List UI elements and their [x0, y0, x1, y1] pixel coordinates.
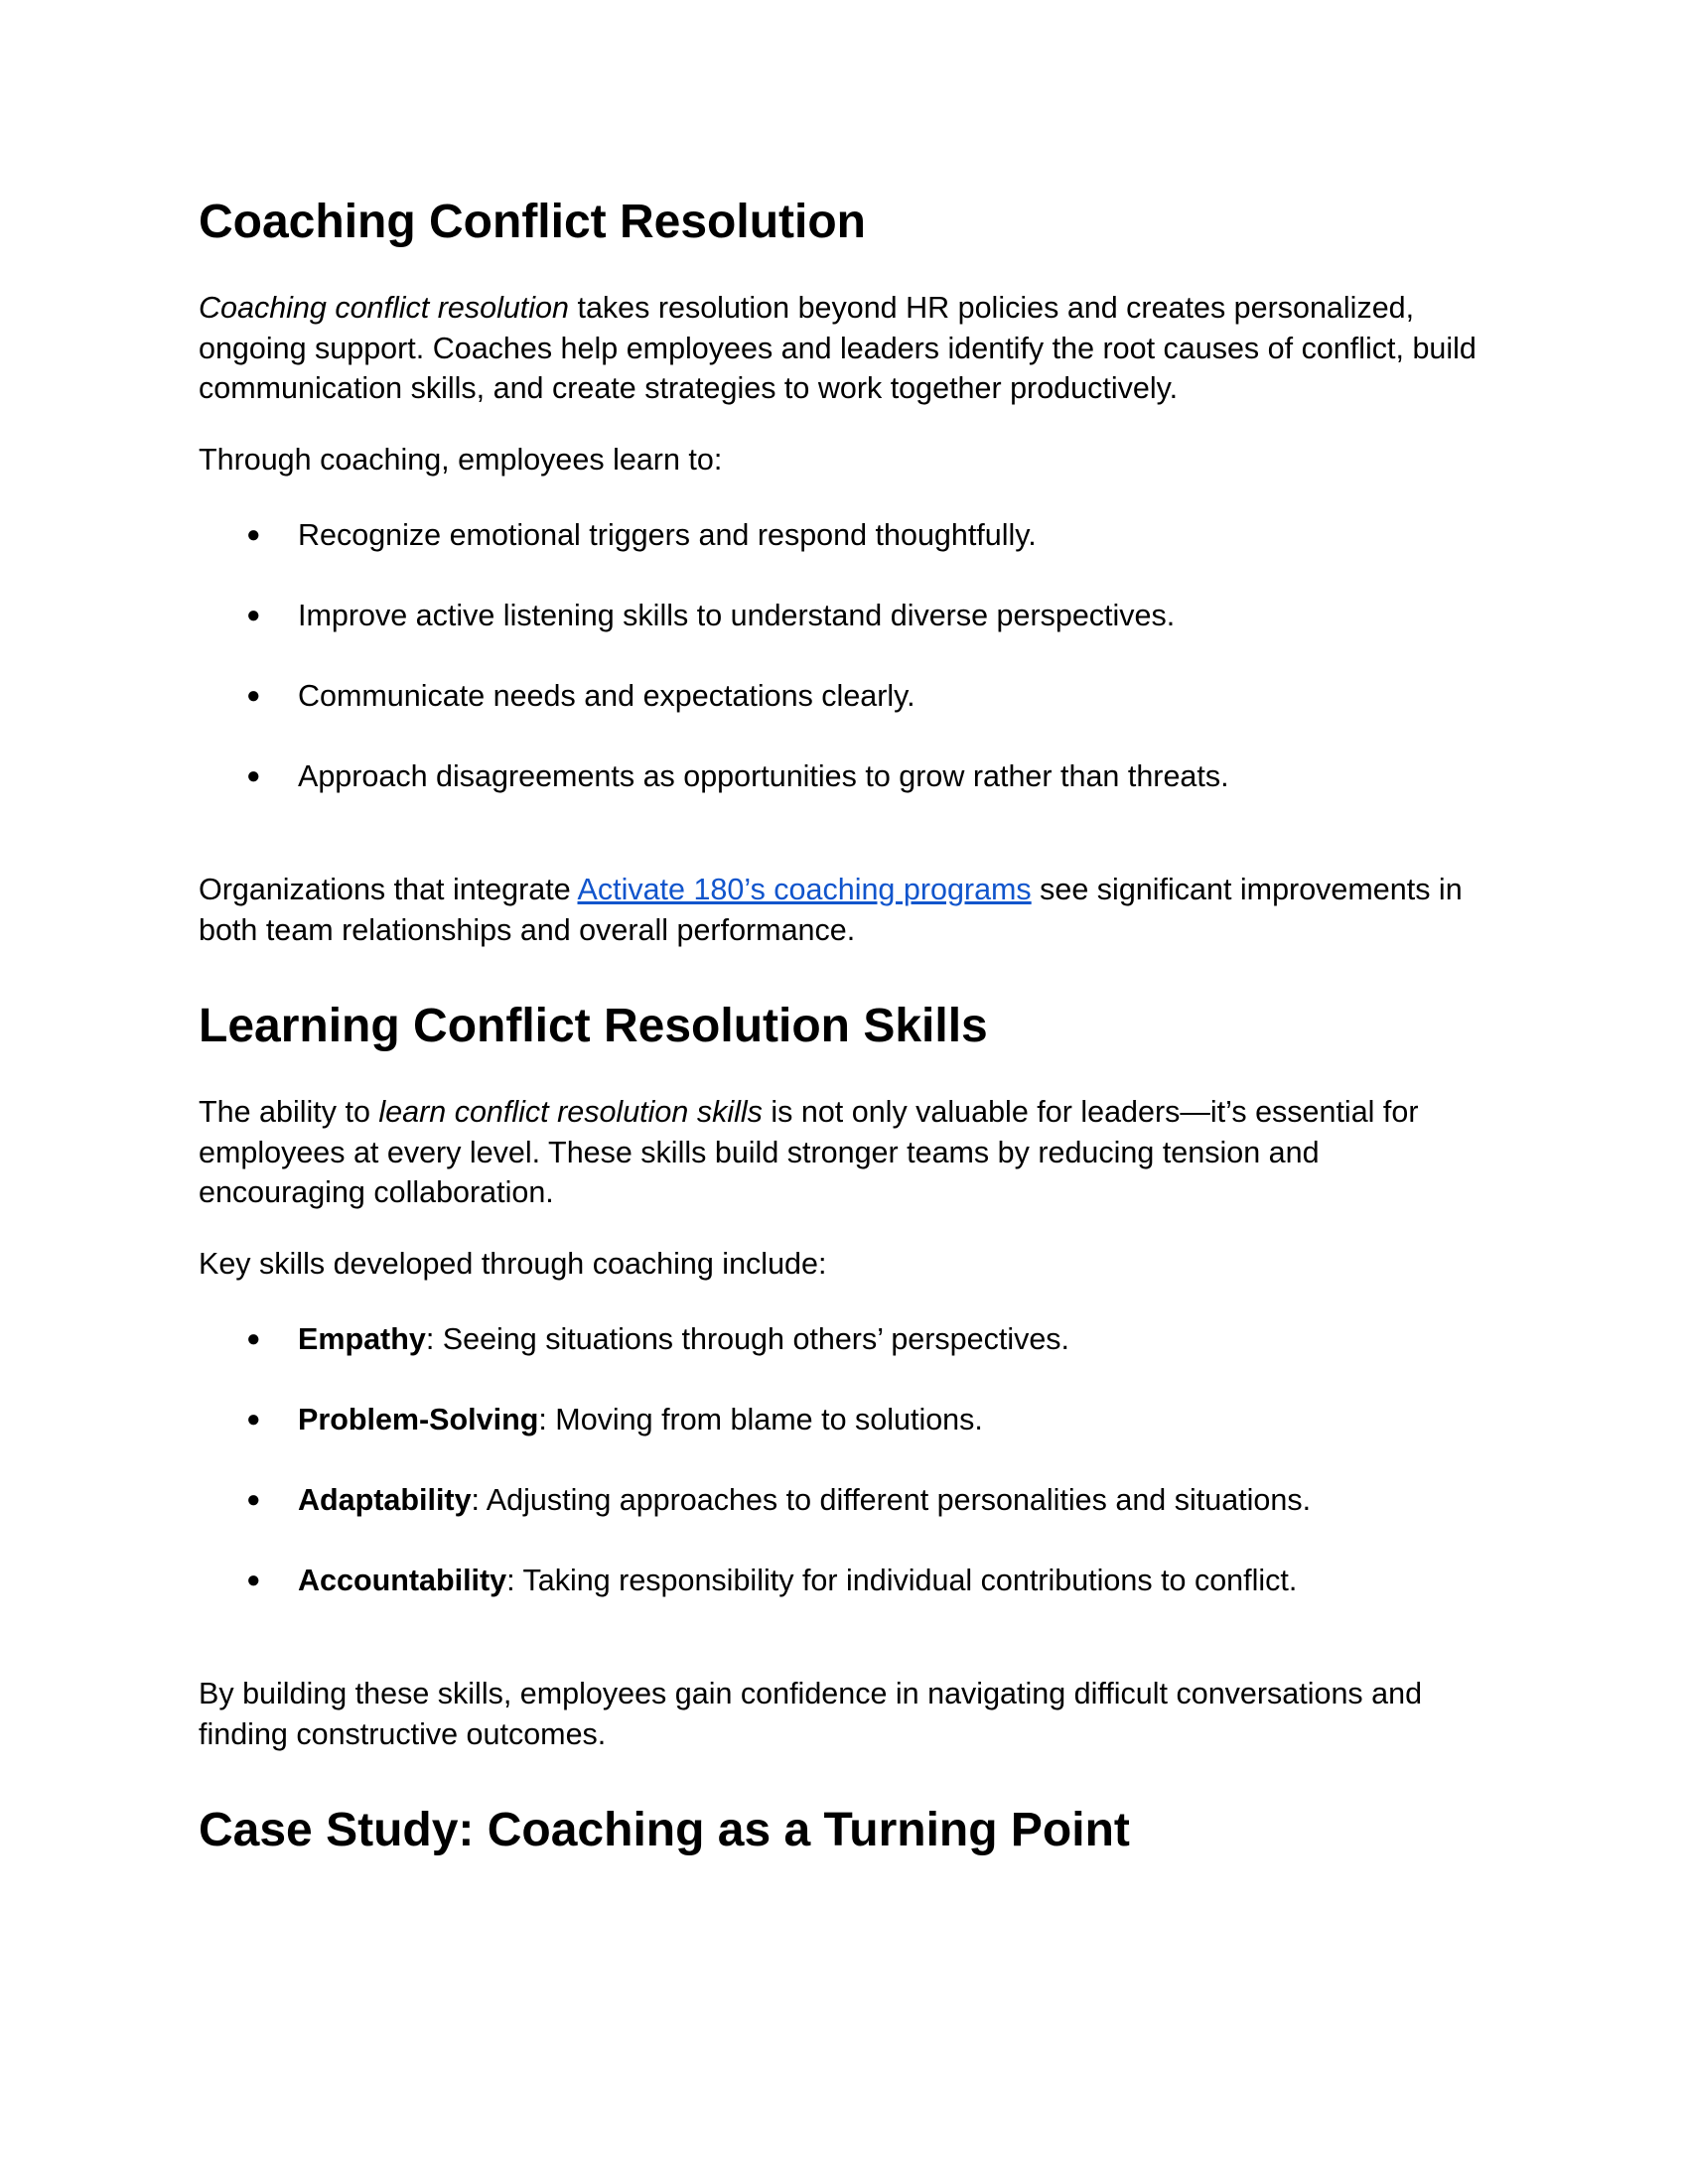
skills-closing-paragraph: By building these skills, employees gain confidence in navigating difficult conversations and finding constructive outcomes.: [199, 1677, 1423, 1751]
list-item-text: [298, 1319, 1069, 1359]
bullet-icon: ●: [246, 1567, 261, 1593]
closing-text-after: see significant improvements in both team relationships and overall performance.: [199, 873, 1463, 947]
closing-text-before: Organizations that integrate: [199, 873, 578, 906]
bullet-icon: ●: [246, 1486, 261, 1513]
skill-desc: : Seeing situations through others’ perspectives.: [425, 1322, 1070, 1356]
skills-list-intro: Key skills developed through coaching include:: [199, 1247, 827, 1281]
heading-learning-conflict-resolution-skills: Learning Conflict Resolution Skills: [199, 1000, 988, 1052]
coaching-programs-link[interactable]: Activate 180’s coaching programs: [577, 873, 1032, 906]
bullet-icon: ●: [246, 1406, 261, 1433]
skills-intro-emphasis: learn conflict resolution skills: [378, 1095, 763, 1129]
closing-paragraph: [199, 870, 1489, 950]
skill-desc: : Moving from blame to solutions.: [538, 1403, 983, 1436]
list-item-text: Approach disagreements as opportunities to grow rather than threats.: [298, 759, 1229, 793]
intro-emphasis: Coaching conflict resolution: [199, 291, 569, 325]
list-item-text: Recognize emotional triggers and respond thoughtfully.: [298, 518, 1037, 552]
heading-coaching-conflict-resolution: Coaching Conflict Resolution: [199, 196, 866, 248]
skill-term: Adaptability: [298, 1483, 472, 1517]
skill-term: Empathy: [298, 1322, 426, 1356]
bullet-icon: ●: [246, 762, 261, 789]
list-item-text: Improve active listening skills to understand diverse perspectives.: [298, 599, 1176, 632]
skill-term: Accountability: [298, 1564, 507, 1597]
skills-intro-before: The ability to: [199, 1095, 379, 1129]
bullet-icon: ●: [246, 1325, 261, 1352]
intro-paragraph: [199, 288, 1489, 409]
heading-case-study: Case Study: Coaching as a Turning Point: [199, 1804, 1130, 1856]
bullet-icon: ●: [246, 682, 261, 709]
list-item-text: [298, 1400, 983, 1439]
skills-intro-after: is not only valuable for leaders—it’s essential for employees at every level. These skills build stronger teams by reducing tension and encouraging collaboration.: [199, 1095, 1419, 1209]
skill-desc: : Adjusting approaches to different personalities and situations.: [471, 1483, 1312, 1517]
bullet-icon: ●: [246, 521, 261, 548]
skills-intro-paragraph: [199, 1092, 1489, 1213]
skill-term: Problem-Solving: [298, 1403, 539, 1436]
skill-desc: : Taking responsibility for individual contributions to conflict.: [506, 1564, 1298, 1597]
bullet-icon: ●: [246, 602, 261, 628]
list-item-text: [298, 1561, 1297, 1600]
list-item-text: [298, 1480, 1311, 1520]
intro-text: takes resolution beyond HR policies and creates personalized, ongoing support. Coaches help employees and leaders identify the root causes of conflict, build communication skills, and create strategies to work together productively.: [199, 291, 1477, 405]
list-intro: Through coaching, employees learn to:: [199, 443, 723, 477]
list-item-text: Communicate needs and expectations clearly.: [298, 679, 915, 713]
